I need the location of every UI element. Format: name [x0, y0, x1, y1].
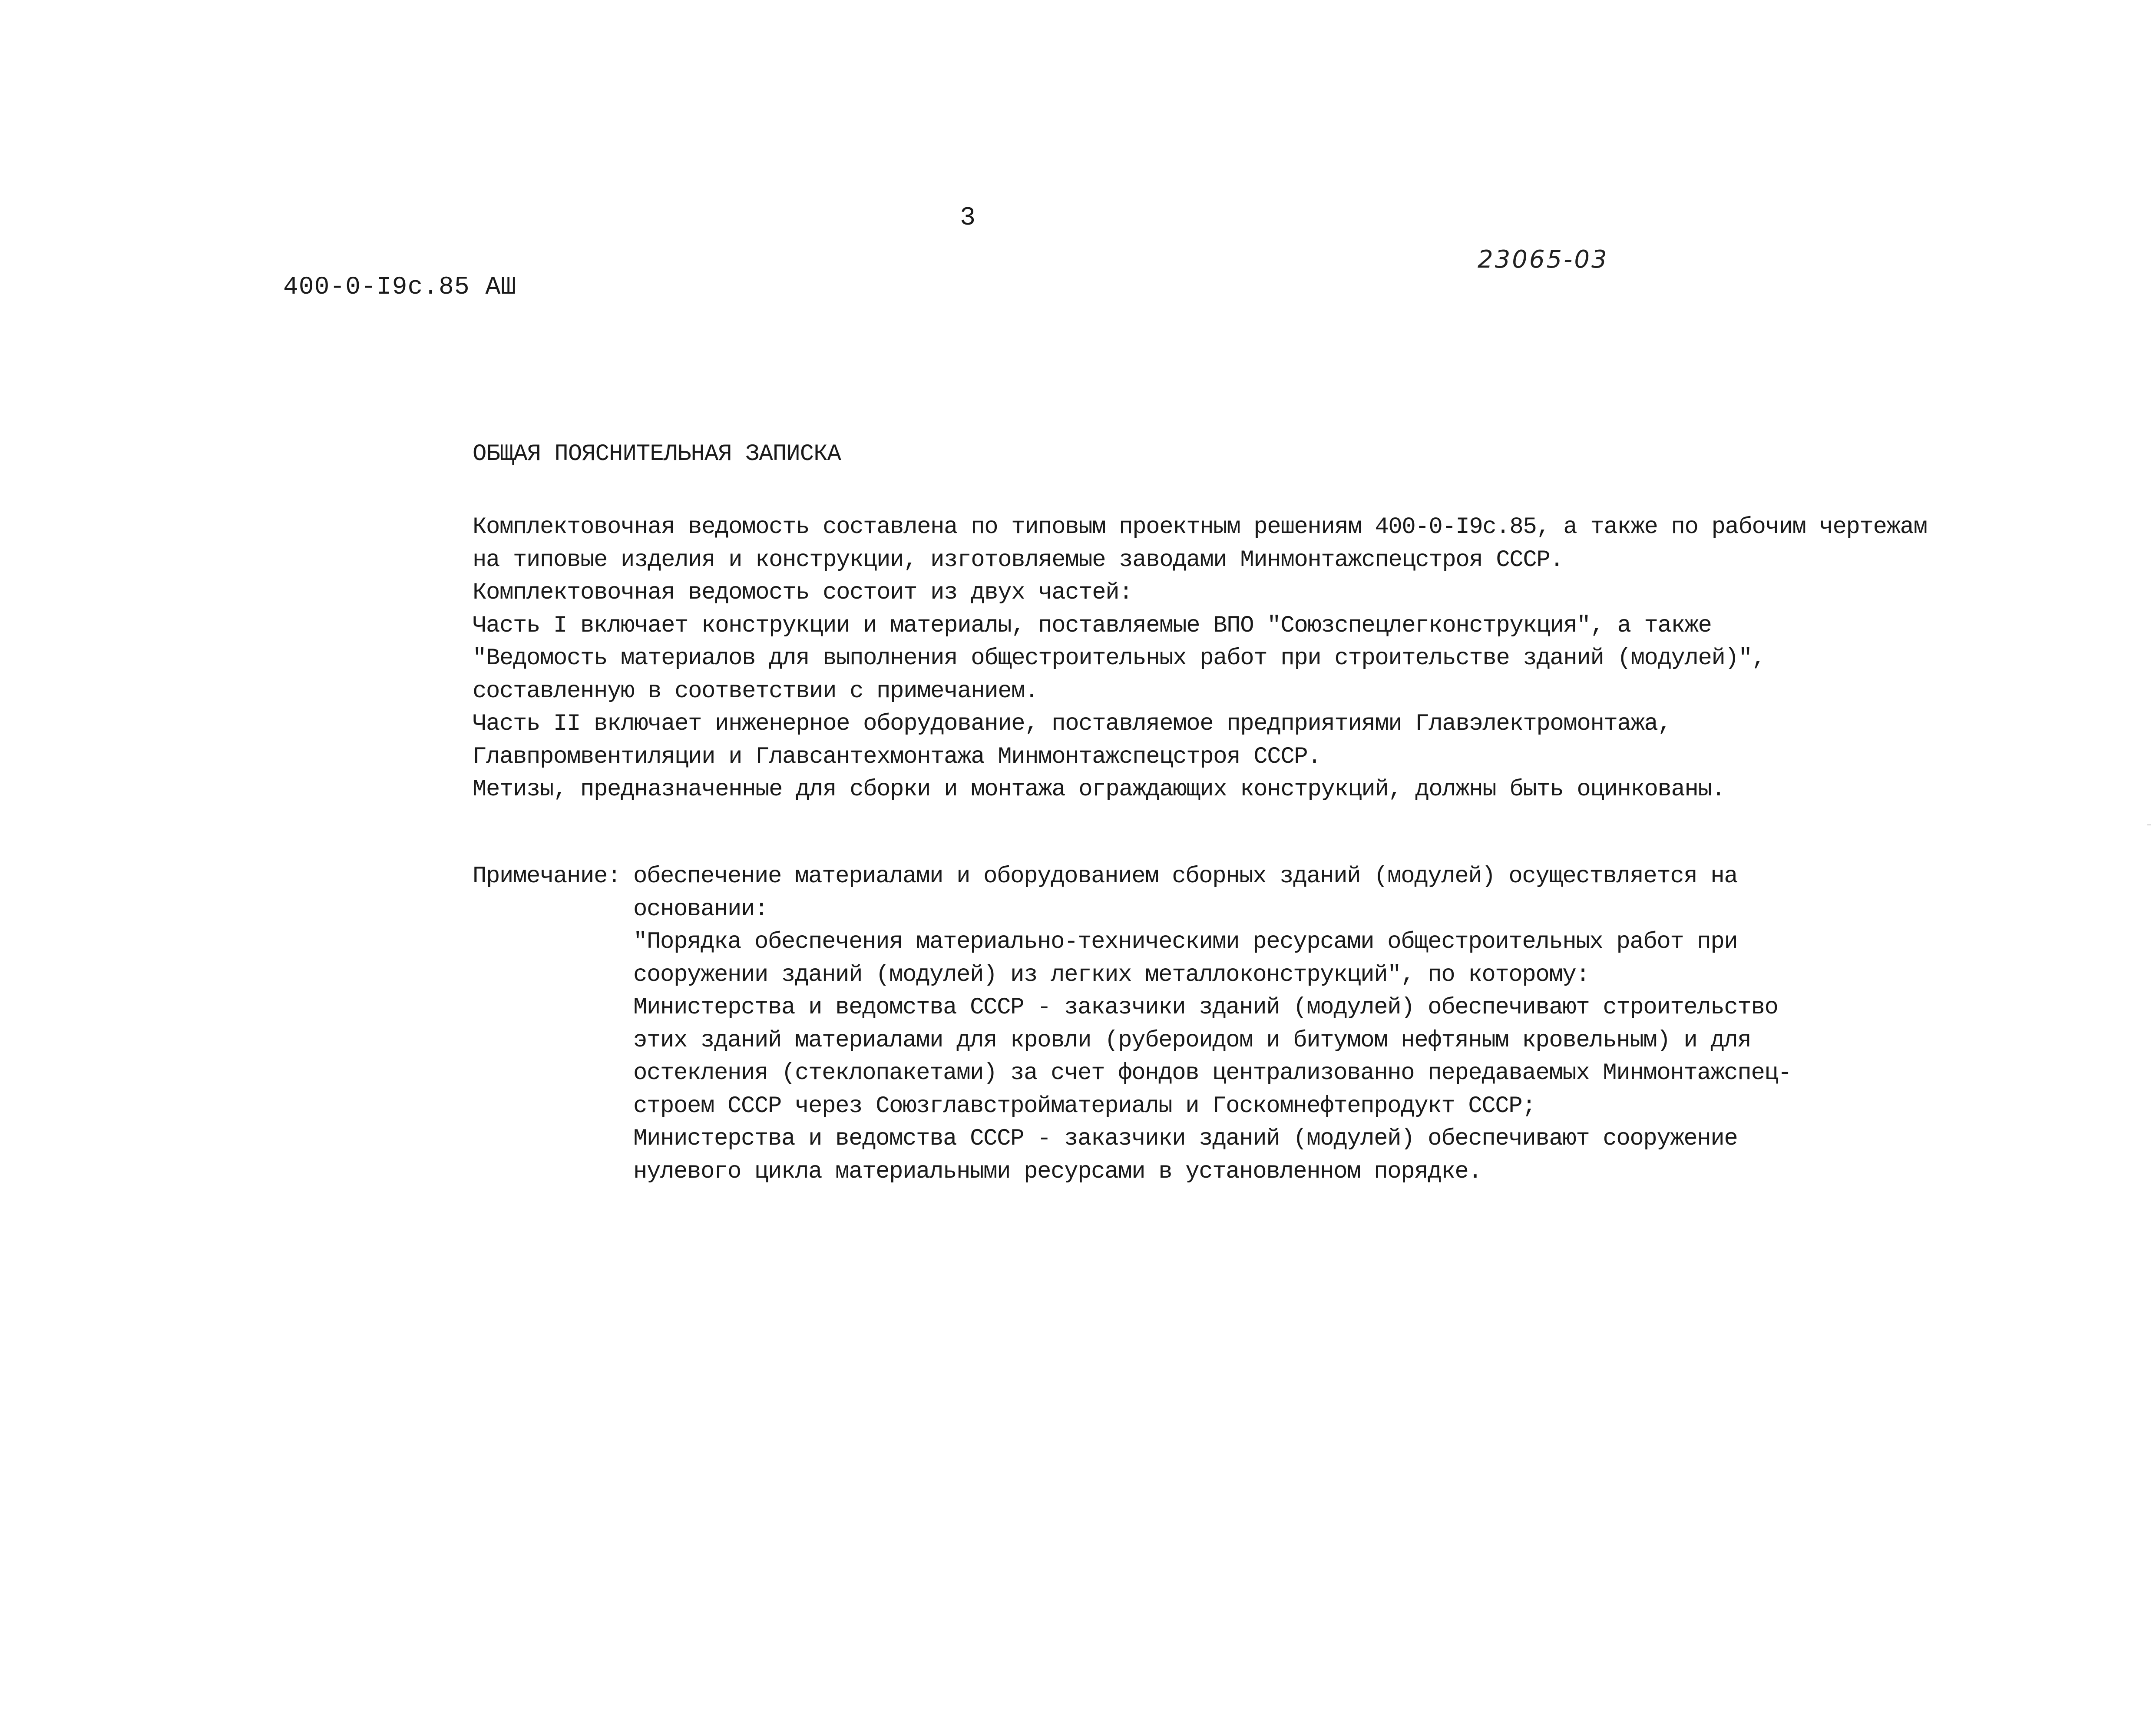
scan-margin-mark	[2147, 824, 2151, 825]
note-line: остекления (стеклопакетами) за счет фондов централизованно передаваемых Минмонтажспец-	[633, 1060, 1792, 1086]
note-line: этих зданий материалами для кровли (рубероидом и битумом нефтяным кровельным) и для	[633, 1027, 1751, 1054]
note-text	[633, 860, 1791, 1188]
note-line: Министерства и ведомства СССР - заказчики зданий (модулей) обеспечивают строительство	[633, 994, 1778, 1021]
note-line: нулевого цикла материальными ресурсами в установленном порядке.	[633, 1158, 1482, 1185]
explanatory-text	[473, 511, 1927, 806]
text-line: на типовые изделия и конструкции, изготовляемые заводами Минмонтажспецстроя СССР.	[473, 546, 1564, 573]
text-line: Часть I включает конструкции и материалы, поставляемые ВПО "Союзспецлегконструкция", а также	[473, 612, 1712, 639]
document-code: 400-0-I9c.85 АШ	[283, 273, 517, 301]
text-line: Метизы, предназначенные для сборки и монтажа ограждающих конструкций, должны быть оцинкованы.	[473, 776, 1725, 803]
note-line: Министерства и ведомства СССР - заказчики зданий (модулей) обеспечивают сооружение	[633, 1126, 1738, 1152]
note-line: основании:	[633, 896, 768, 923]
note-line: "Порядка обеспечения материально-техническими ресурсами общестроительных работ при	[633, 929, 1738, 955]
text-line: "Ведомость материалов для выполнения общестроительных работ при строительстве зданий (модулей)",	[473, 645, 1766, 672]
text-line: Комплектовочная ведомость состоит из двух частей:	[473, 579, 1133, 606]
section-title: ОБЩАЯ ПОЯСНИТЕЛЬНАЯ ЗАПИСКА	[473, 441, 841, 467]
page-number: 3	[960, 203, 976, 233]
text-line: составленную в соответствии с примечанием.	[473, 678, 1038, 705]
note-label: Примечание:	[473, 863, 621, 890]
note-line: обеспечение материалами и оборудованием сборных зданий (модулей) осуществляется на	[633, 863, 1738, 890]
text-line: Главпромвентиляции и Главсантехмонтажа Минмонтажспецстроя СССР.	[473, 743, 1321, 770]
note-line: сооружении зданий (модулей) из легких металлоконструкций", по которому:	[633, 961, 1590, 988]
text-line: Часть II включает инженерное оборудование, поставляемое предприятиями Главэлектромонтажа,	[473, 711, 1671, 737]
text-line: Комплектовочная ведомость составлена по типовым проектным решениям 400-0-I9c.85, а также по рабочим чертежам	[473, 514, 1927, 540]
handwritten-document-number: 23065-03	[1478, 245, 1609, 274]
note-line: строем СССР через Союзглавстройматериалы и Госкомнефтепродукт СССР;	[633, 1093, 1536, 1119]
